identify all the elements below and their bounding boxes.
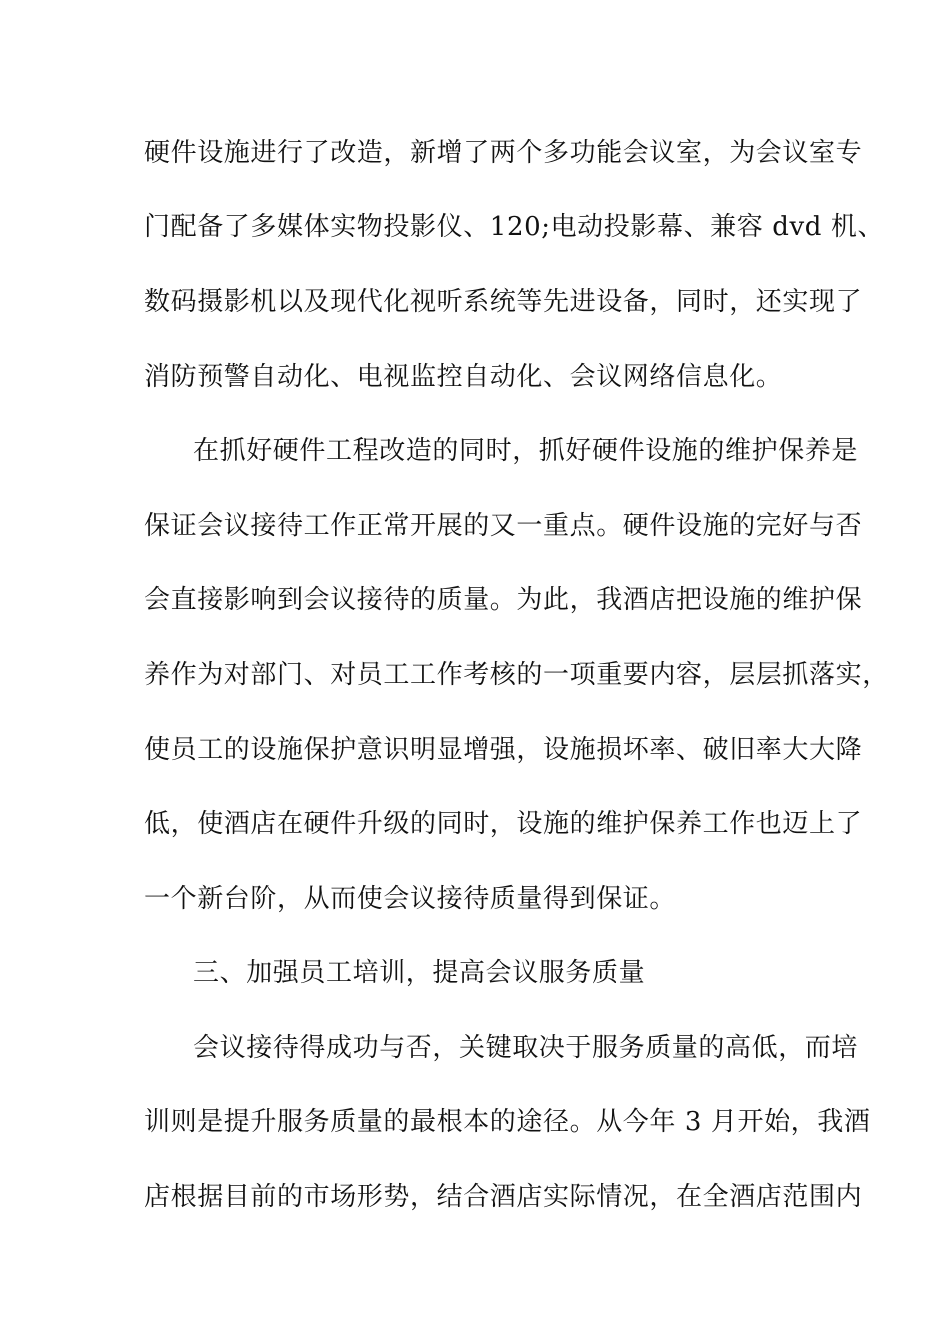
- paragraph-line: 数码摄影机以及现代化视听系统等先进设备，同时，还实现了: [144, 287, 863, 317]
- paragraph-line: 训则是提升服务质量的最根本的途径。从今年 3 月开始，我酒: [144, 1107, 871, 1137]
- paragraph-line: 低，使酒店在硬件升级的同时，设施的维护保养工作也迈上了: [144, 809, 863, 839]
- paragraph-line: 门配备了多媒体实物投影仪、120;电动投影幕、兼容 dvd 机、: [144, 212, 885, 242]
- paragraph-line: 会直接影响到会议接待的质量。为此，我酒店把设施的维护保: [144, 585, 863, 615]
- paragraph-line: 消防预警自动化、电视监控自动化、会议网络信息化。: [144, 362, 783, 392]
- paragraph-line: 店根据目前的市场形势，结合酒店实际情况，在全酒店范围内: [144, 1182, 863, 1212]
- paragraph-line: 保证会议接待工作正常开展的又一重点。硬件设施的完好与否: [144, 511, 863, 541]
- paragraph-line: 一个新台阶，从而使会议接待质量得到保证。: [144, 884, 677, 914]
- paragraph-line: 硬件设施进行了改造，新增了两个多功能会议室，为会议室专: [144, 138, 863, 168]
- paragraph-line: 在抓好硬件工程改造的同时，抓好硬件设施的维护保养是: [193, 436, 859, 466]
- section-heading: 三、加强员工培训，提高会议服务质量: [193, 958, 646, 988]
- paragraph-line: 养作为对部门、对员工工作考核的一项重要内容，层层抓落实，: [144, 660, 889, 690]
- paragraph-line: 使员工的设施保护意识明显增强，设施损坏率、破旧率大大降: [144, 735, 863, 765]
- paragraph-line: 会议接待得成功与否，关键取决于服务质量的高低，而培: [193, 1033, 859, 1063]
